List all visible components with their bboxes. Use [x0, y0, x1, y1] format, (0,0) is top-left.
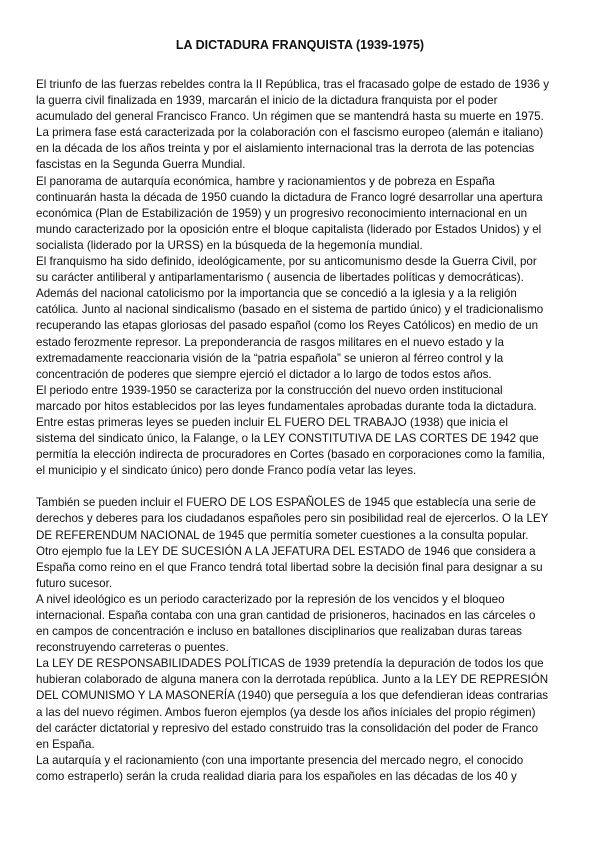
paragraph-repression: A nivel ideológico es un periodo caracterizado por la represión de los vencidos y el bloqueo internacional. España contaba con una gran cantidad de prisioneros, hacinados en las cárceles o en campos de concentración e incluso en batallones disciplinarios que realizaban duras tareas reconstruyendo carreteras o puentes. [36, 592, 536, 655]
paragraph-fuero-espanoles: También se pueden incluir el FUERO DE LOS ESPAÑOLES de 1945 que establecía una serie de derechos y deberes para los ciudadanos españoles pero sin posibilidad real de ejercerlos. O la LEY DE REFERENDUM NACIONAL de 1945 que permitía someter cuestiones a la consulta popular. [36, 496, 549, 542]
paragraph-autarquia-racionamiento: La autarquía y el racionamiento (con una importante presencia del mercado negro, el conocido como estraperlo) serán la cruda realidad diaria para los españoles en las décadas de los 40 y [36, 753, 524, 783]
paragraph-spacer [36, 479, 550, 495]
paragraph-autarky: El panorama de autarquía económica, hambre y racionamientos y de pobreza en España continuarán hasta la década de 1950 cuando la dictadura de Franco logré desarrollar una apertura económica (Plan de Estabilización de 1959) y un progresivo reconocimiento internacional en un mundo caracterizado por la oposición entre el bloque capitalista (liderado por Estados Unidos) y el socialista (liderado por la URSS) en la búsqueda de la hegemonía mundial. [36, 174, 543, 252]
paragraph-first-phase: La primera fase está caracterizada por la colaboración con el fascismo europeo (alemán e italiano) en la década de los años treinta y por el aislamiento internacional tras la derrota de las potencias fascistas en la Segunda Guerra Mundial. [36, 126, 544, 172]
paragraph-intro: El triunfo de las fuerzas rebeldes contra la II República, tras el fracasado golpe de estado de 1936 y la guerra civil finalizada en 1939, marcarán el inicio de la dictadura franquista por el poder acumulado del general Francisco Franco. Un régimen que se mantendrá hasta su muerte en 1975. [36, 78, 550, 124]
paragraph-institutional-order: El periodo entre 1939-1950 se caracteriza por la construcción del nuevo orden institucional marcado por hitos establecidos por las leyes fundamentales aprobadas durante toda la dictadura. Entre estas primeras leyes se pueden incluir EL FUERO DEL TRABAJO (1938) que inicia el sistema del sindicato único, la Falange, o la LEY CONSTITUTIVA DE LAS CORTES DE 1942 que permitía la elección indirecta de procuradores en Cortes (basado en corporaciones como la familia, el municipio y el sindicato único) pero donde Franco podía vetar las leyes. [36, 383, 546, 478]
paragraph-ley-sucesion: Otro ejemplo fue la LEY DE SUCESIÓN A LA JEFATURA DEL ESTADO de 1946 que considera a España como reino en el que Franco tendrá total libertad sobre la decisión final para designar a su futuro sucesor. [36, 544, 543, 590]
document-title: LA DICTADURA FRANQUISTA (1939-1975) [175, 38, 425, 52]
paragraph-ideology: El franquismo ha sido definido, ideológicamente, por su anticomunismo desde la Guerra Civil, por su carácter antiliberal y antiparlamentarismo ( ausencia de libertades políticas y democráticas). Además del nacional catolicismo por la importancia que se concedió a la iglesia y a la religión católica. Junto al nacional sindicalismo (basado en el sistema de partido único) y el tradicionalismo recuperando las etapas gloriosas del pasado español (como los Reyes Católicos) en medio de un estado ferozmente represor. La preponderancia de rasgos militares en el nuevo estado y la extremadamente reaccionaria visión de la “patria española” se unieron al férreo control y la concentración de poderes que siempre ejerció el dictador a lo largo de todos estos años. [36, 255, 544, 381]
paragraph-responsabilidades: La LEY DE RESPONSABILIDADES POLÍTICAS de 1939 pretendía la depuración de todos los que hubieran colaborado de alguna manera con la derrotada república. Junto a la LEY DE REPRESIÓN DEL COMUNISMO Y LA MASONERÍA (1940) que perseguía a los que defendieran ideas contrarias a las del nuevo régimen. Ambos fueron ejemplos (ya desde los años iníciales del propio régimen) del carácter dictatorial y represivo del estado construido tras la consolidación del poder de Franco en España. [36, 657, 549, 751]
